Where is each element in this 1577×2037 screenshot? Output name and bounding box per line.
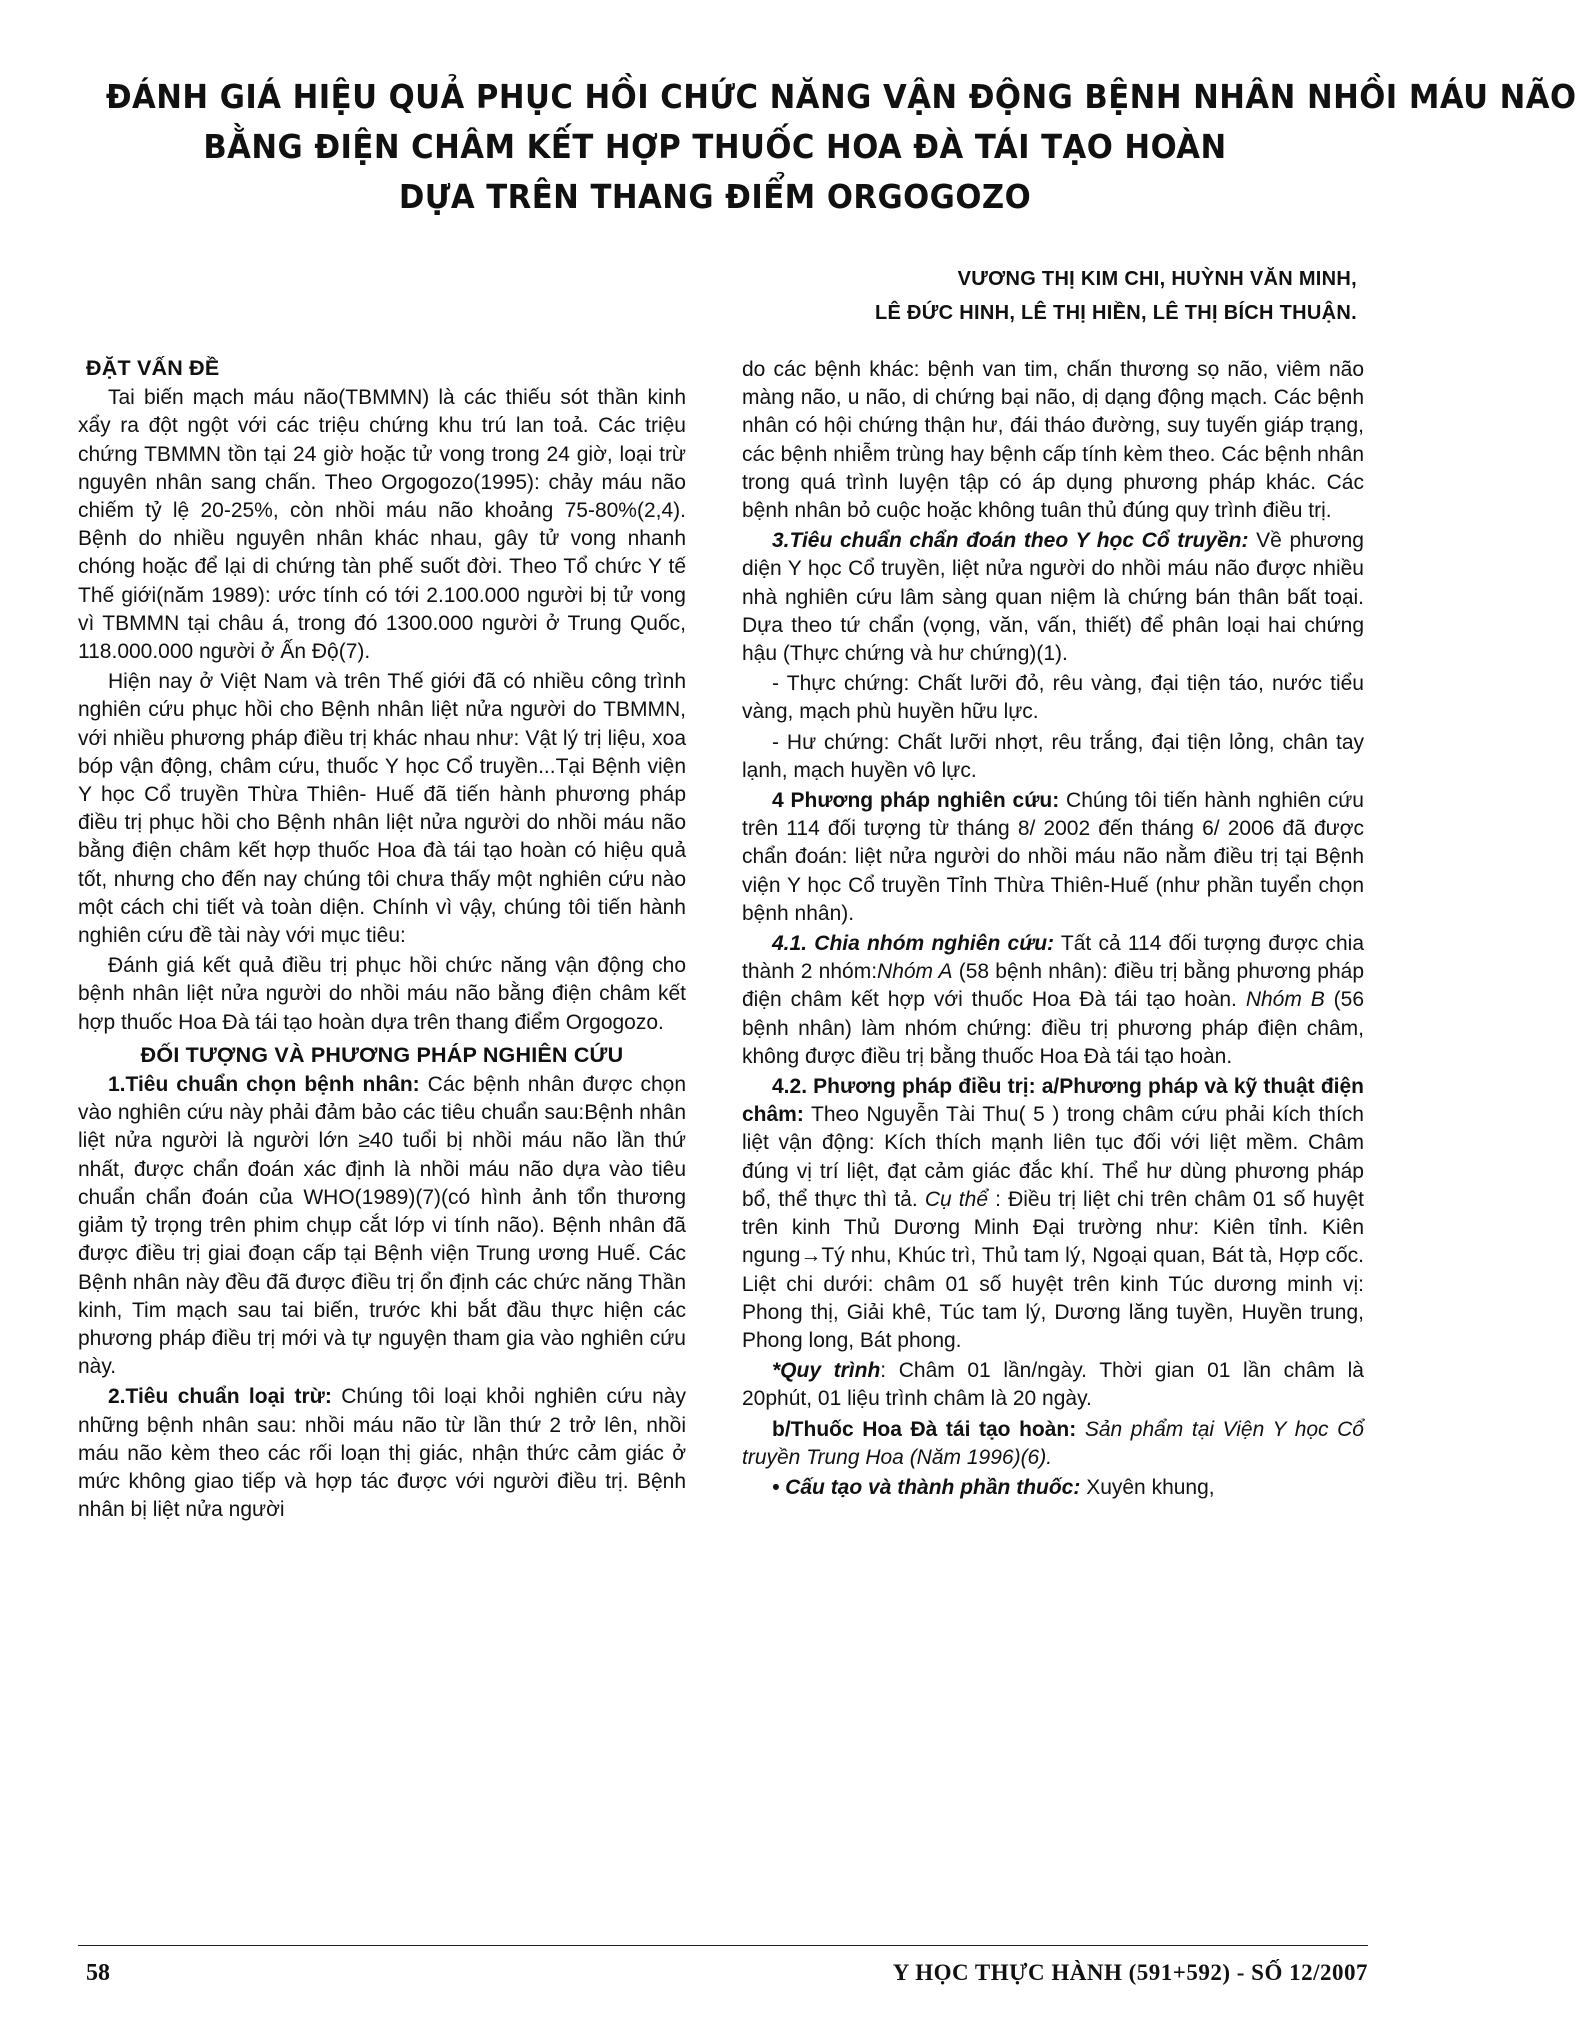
grouping-paragraph — [742, 930, 1364, 1071]
tcm-diagnosis-text: Về phương diện Y học Cổ truyền, liệt nửa người do nhồi máu não được nhiều nhà nghiên cứu lâm sàng quan niệm là chứng bán thân bất toại. Dựa theo tứ chẩn (vọng, văn, vấn, thiết) để phân loại hai chứng hậu (Thực chứng và hư chứng)(1). — [742, 529, 1364, 666]
procedure-text: : Châm 01 lần/ngày. Thời gian 01 lần châm là 20phút, 01 liệu trình châm là 20 ngày. — [742, 1359, 1364, 1411]
title-line-1: ĐÁNH GIÁ HIỆU QUẢ PHỤC HỒI CHỨC NĂNG VẬN ĐỘNG BỆNH NHÂN NHỒI MÁU NÃO — [105, 77, 1577, 116]
methods-heading: ĐỐI TƯỢNG VÀ PHƯƠNG PHÁP NGHIÊN CỨU — [140, 1042, 624, 1067]
research-method-text: Chúng tôi tiến hành nghiên cứu trên 114 đối tượng từ tháng 8/ 2002 đến tháng 6/ 2006 đã được chẩn đoán: liệt nửa người do nhồi máu não nằm điều trị tại Bệnh viện Y học Cổ truyền Tỉnh Thừa Thiên-Huế (như phần tuyển chọn bệnh nhân). — [742, 789, 1364, 925]
exclusion-continued-paragraph: do các bệnh khác: bệnh van tim, chấn thương sọ não, viêm não màng não, u não, di chứng bại não, dị dạng động mạch. Các bệnh nhân có hội chứng thận hư, đái tháo đường, suy tuyến giáp trạng, các bệnh nhiễm trùng hay bệnh cấp tính kèm theo. Các bệnh nhân trong quá trình luyện tập có áp dụng phương pháp khác. Các bệnh nhân bỏ cuộc hoặc không tuân thủ đúng quy trình điều trị. — [742, 358, 1364, 523]
left-column — [78, 350, 686, 1526]
selection-criteria-paragraph — [78, 1071, 686, 1381]
group-b-label: Nhóm B — [1245, 988, 1325, 1012]
grouping-text-b: (58 bệnh nhân): điều trị bằng phương pháp điện châm kết hợp với thuốc Hoa Đà tái tạo hoàn. — [742, 960, 1364, 1012]
intro-heading: ĐẶT VẤN ĐỀ — [86, 356, 220, 380]
composition-label: • Cấu tạo và thành phần thuốc: — [772, 1475, 1081, 1499]
page-number: 58 — [86, 1960, 110, 1986]
title-line-2: BẰNG ĐIỆN CHÂM KẾT HỢP THUỐC HOA ĐÀ TÁI TẠO HOÀN — [203, 127, 1227, 166]
group-a-label: Nhóm A — [877, 960, 953, 984]
title-line-3: DỰA TRÊN THANG ĐIỂM ORGOGOZO — [398, 177, 1032, 216]
authors — [875, 262, 1357, 330]
intro-paragraph-1: Tai biến mạch máu não(TBMMN) là các thiếu sót thần kinh xẩy ra đột ngột với các triệu chứng khu trú lan toả. Các triệu chứng TBMMN tồn tại 24 giờ hoặc tử vong trong 24 giờ, loại trừ nguyên nhân sang chấn. Theo Orgogozo(1995): chảy máu não chiếm tỷ lệ 20-25%, còn nhồi máu não khoảng 75-80%(2,4). Bệnh do nhiều nguyên nhân khác nhau, gây tử vong nhanh chóng hoặc để lại di chứng tàn phế suốt đời. Theo Tổ chức Y tế Thế giới(năm 1989): ước tính có tới 2.100.000 người bị tử vong vì TBMMN tại châu á, trong đó 1300.000 người ở Trung Quốc, 118.000.000 người ở Ấn Độ(7). — [78, 386, 686, 664]
journal-citation: Y HỌC THỰC HÀNH (591+592) - SỐ 12/2007 — [892, 1960, 1368, 1985]
deficiency-syndrome-paragraph: - Hư chứng: Chất lưỡi nhợt, rêu trắng, đại tiện lỏng, chân tay lạnh, mạch huyền vô lực. — [742, 730, 1364, 782]
medicine-paragraph — [742, 1416, 1364, 1472]
research-method-label: 4 Phương pháp nghiên cứu: — [772, 789, 1060, 813]
intro-paragraph-2: Hiện nay ở Việt Nam và trên Thế giới đã có nhiều công trình nghiên cứu phục hồi cho Bệnh nhân liệt nửa người do TBMMN, với nhiều phương pháp điều trị khác nhau như: Vật lý trị liệu, xoa bóp vận động, châm cứu, thuốc Y học Cổ truyền...Tại Bệnh viện Y học Cổ truyền Thừa Thiên- Huế đã tiến hành phương pháp điều trị phục hồi cho Bệnh nhân liệt nửa người do nhồi máu não bằng điện châm kết hợp thuốc Hoa đà tái tạo hoàn có hiệu quả tốt, nhưng cho đến nay chúng tôi chưa thấy một nghiên cứu nào một cách chi tiết và toàn diện. Chính vì vậy, chúng tôi tiến hành nghiên cứu đề tài này với mục tiêu: — [78, 670, 686, 948]
treatment-method-text-a: Theo Nguyễn Tài Thu( 5 ) trong châm cứu phải kích thích liệt vận động: Kích thích mạnh liên tục đối với liệt mềm. Châm đúng vị trí liệt, đạt cảm giác đắc khí. Thể hư dùng phương pháp bổ, thể thực thì tả. — [742, 1103, 1364, 1211]
research-method-paragraph — [742, 787, 1364, 928]
exclusion-criteria-text: Chúng tôi loại khỏi nghiên cứu này những bệnh nhân sau: nhồi máu não từ lần thứ 2 trở lên, nhồi máu não kèm theo các rối loạn thị giác, nhận thức cảm giác ở mức không giao tiếp và hợp tác được với người điều trị. Bệnh nhân bị liệt nửa người — [78, 1385, 686, 1522]
tcm-diagnosis-paragraph — [742, 527, 1364, 668]
exclusion-criteria-paragraph — [78, 1383, 686, 1524]
authors-line-2: LÊ ĐỨC HINH, LÊ THỊ HIỀN, LÊ THỊ BÍCH THUẬN. — [874, 302, 1357, 324]
objective-paragraph: Đánh giá kết quả điều trị phục hồi chức năng vận động cho bệnh nhân liệt nửa người do nhồi máu não bằng điện châm kết hợp thuốc Hoa Đà tái tạo hoàn dựa trên thang điểm Orgogozo. — [78, 954, 686, 1034]
selection-criteria-text: Các bệnh nhân được chọn vào nghiên cứu này phải đảm bảo các tiêu chuẩn sau:Bệnh nhân liệt nửa người là người lớn ≥40 tuổi bị nhồi máu não lần thứ nhất, được chẩn đoán xác định là nhồi máu não dựa vào tiêu chuẩn chẩn đoán của WHO(1989)(7)(có hình ảnh tổn thương giảm tỷ trọng trên phim chụp cắt lớp vi tính não). Bệnh nhân đã được điều trị giai đoạn cấp tại Bệnh viện Trung ương Huế. Các Bệnh nhân này đều đã được điều trị ổn định các chức năng Thần kinh, Tim mạch sau tai biến, trước khi bắt đầu thực hiện các phương pháp điều trị mới và tự nguyện tham gia vào nghiên cứu này. — [78, 1073, 687, 1379]
grouping-text-a: Tất cả 114 đối tượng được chia thành 2 nhóm: — [742, 932, 1365, 984]
right-column — [742, 356, 1364, 1504]
composition-paragraph — [742, 1474, 1364, 1502]
treatment-method-paragraph — [742, 1073, 1364, 1355]
treatment-method-text-b: : Điều trị liệt chi trên châm 01 số huyệt trên kinh Thủ Dương Minh Đại trường như: Kiên tỉnh. Kiên ngung→Tý nhu, Khúc trì, Thủ tam lý, Ngoại quan, Bát tà, Hợp cốc. Liệt chi dưới: châm 01 số huyệt trên kinh Túc dương minh vị: Phong thị, Giải khê, Túc tam lý, Dương lăng tuyền, Huyền trung, Phong long, Bát phong. — [742, 1187, 1364, 1352]
grouping-text-c: (56 bệnh nhân) làm nhóm chứng: điều trị phương pháp điện châm, không được điều trị bằng thuốc Hoa Đà tái tạo hoàn. — [742, 988, 1365, 1068]
grouping-label: 4.1. Chia nhóm nghiên cứu: — [772, 932, 1055, 956]
medicine-label: b/Thuốc Hoa Đà tái tạo hoàn: — [772, 1417, 1077, 1441]
authors-line-1: VƯƠNG THỊ KIM CHI, HUỲNH VĂN MINH, — [957, 268, 1357, 290]
excess-syndrome-paragraph: - Thực chứng: Chất lưỡi đỏ, rêu vàng, đại tiện táo, nước tiểu vàng, mạch phù huyền hữu lực. — [742, 672, 1364, 724]
tcm-diagnosis-label: 3.Tiêu chuẩn chẩn đoán theo Y học Cổ truyền: — [772, 529, 1249, 553]
article-title — [105, 72, 1577, 222]
selection-criteria-label: 1.Tiêu chuẩn chọn bệnh nhân: — [108, 1073, 420, 1097]
treatment-method-label: 4.2. Phương pháp điều trị: a/Phương pháp và kỹ thuật điện châm: — [742, 1075, 1364, 1127]
procedure-paragraph — [742, 1357, 1364, 1413]
procedure-label: *Quy trình — [772, 1359, 881, 1383]
specifically-label: Cụ thể — [924, 1187, 988, 1211]
medicine-text: Sản phẩm tại Viện Y học Cổ truyền Trung Hoa (Năm 1996)(6). — [742, 1417, 1364, 1469]
exclusion-criteria-label: 2.Tiêu chuẩn loại trừ: — [108, 1385, 332, 1409]
composition-text: Xuyên khung, — [1080, 1475, 1215, 1499]
footer-divider — [78, 1945, 1368, 1946]
